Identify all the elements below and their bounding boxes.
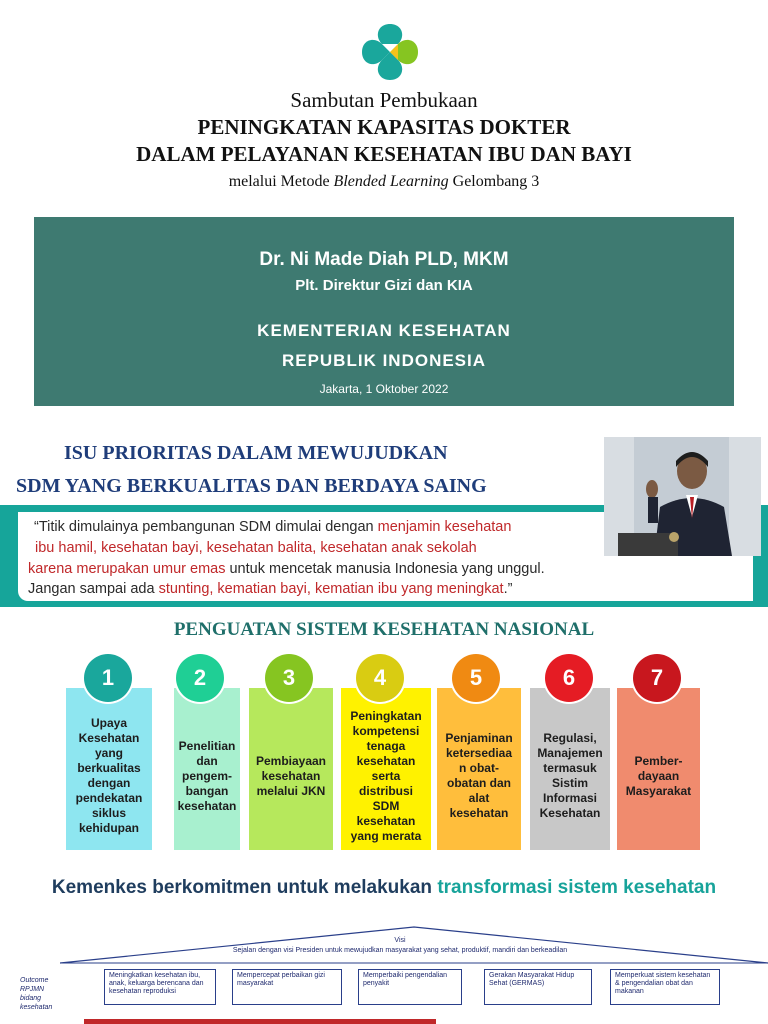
header-title-line2: DALAM PELAYANAN KESEHATAN IBU DAN BAYI — [136, 142, 632, 166]
pillar-number-6: 6 — [545, 654, 593, 702]
header-method — [0, 173, 768, 191]
speaker-role: Plt. Direktur Gizi dan KIA — [295, 277, 473, 294]
outcome-label: Outcome RPJMN bidang kesehatan — [20, 977, 53, 1011]
roof-diagram — [60, 925, 768, 965]
isu-heading-line2: SDM YANG BERKUALITAS DAN BERDAYA SAING — [16, 475, 487, 497]
header-title-line1: PENINGKATAN KAPASITAS DOKTER — [197, 115, 571, 139]
quote-text: untuk mencetak manusia Indonesia yang unggul. — [225, 561, 545, 577]
pillar-card-5: Penjaminan ketersediaa n obat- obatan dan alat kesehatan — [437, 688, 521, 850]
pillar-card-7: Pember- dayaan Masyarakat — [617, 688, 700, 850]
komitmen-highlight: transformasi sistem kesehatan — [437, 877, 717, 898]
outcome-box-2: Mempercepat perbaikan gizi masyarakat — [232, 969, 342, 1005]
president-photo-illustration — [604, 437, 761, 556]
pillar-card-6: Regulasi, Manajemen termasuk Sistim Informasi Kesehatan — [530, 688, 610, 850]
quote-highlight: menjamin kesehatan — [377, 519, 512, 535]
president-photo — [604, 437, 761, 556]
quote-line1 — [34, 519, 511, 535]
speaker-name: Dr. Ni Made Diah PLD, MKM — [259, 249, 509, 270]
org-line2: REPUBLIK INDONESIA — [281, 351, 487, 370]
method-suffix: Gelombang 3 — [448, 173, 540, 190]
quote-text: .” — [503, 581, 513, 597]
outcome-box-3: Memperbaiki pengendalian penyakit — [358, 969, 462, 1005]
pillar-card-4: Peningkatan kompetensi tenaga kesehatan serta distribusi SDM kesehatan yang merata — [341, 688, 431, 850]
pillar-card-2: Penelitian dan pengem- bangan kesehatan — [174, 688, 240, 850]
outcome-box-4: Gerakan Masyarakat Hidup Sehat (GERMAS) — [484, 969, 592, 1005]
speaker-banner — [34, 217, 734, 406]
isu-heading-line1: ISU PRIORITAS DALAM MEWUJUDKAN — [64, 442, 448, 464]
red-bar — [84, 1019, 436, 1024]
pillar-card-3: Pembiayaan kesehatan melalui JKN — [249, 688, 333, 850]
penguatan-heading: PENGUATAN SISTEM KESEHATAN NASIONAL — [173, 619, 595, 640]
quote-highlight: karena merupakan umur emas — [28, 561, 226, 577]
komitmen-statement — [0, 877, 768, 899]
pillar-number-1: 1 — [84, 654, 132, 702]
org-line1: KEMENTERIAN KESEHATAN — [257, 321, 511, 340]
pillar-card-1: Upaya Kesehatan yang berkualitas dengan pendekatan siklus kehidupan — [66, 688, 152, 850]
quote-line3 — [28, 561, 545, 577]
pillar-number-2: 2 — [176, 654, 224, 702]
quote-highlight: stunting, kematian bayi, kematian ibu yang meningkat — [158, 581, 504, 597]
banner-date: Jakarta, 1 Oktober 2022 — [319, 382, 449, 396]
outcome-box-1: Meningkatkan kesehatan ibu, anak, keluarga berencana dan kesehatan reproduksi — [104, 969, 216, 1005]
kemenkes-logo — [358, 20, 422, 84]
quote-text: “Titik dimulainya pembangunan SDM dimulai dengan — [34, 519, 378, 535]
quote-text: Jangan sampai ada — [28, 581, 159, 597]
method-prefix: melalui Metode — [228, 173, 334, 190]
header-subtitle: Sambutan Pembukaan — [290, 88, 478, 112]
pillar-number-5: 5 — [452, 654, 500, 702]
pillar-number-4: 4 — [356, 654, 404, 702]
quote-line4 — [28, 581, 512, 597]
method-italic: Blended Learning — [333, 173, 449, 190]
komitmen-prefix: Kemenkes berkomitmen untuk melakukan — [51, 877, 438, 898]
pillar-number-7: 7 — [633, 654, 681, 702]
quote-line2: ibu hamil, kesehatan bayi, kesehatan balita, kesehatan anak sekolah — [35, 540, 477, 556]
roof-visi-label: Visi — [394, 937, 406, 944]
outcome-box-5: Memperkuat sistem kesehatan & pengendalian obat dan makanan — [610, 969, 720, 1005]
pillar-number-3: 3 — [265, 654, 313, 702]
roof-visi-text: Sejalan dengan visi Presiden untuk mewujudkan masyarakat yang sehat, produktif, mandiri dan berkeadilan — [232, 947, 568, 954]
roof-outline — [60, 927, 768, 963]
